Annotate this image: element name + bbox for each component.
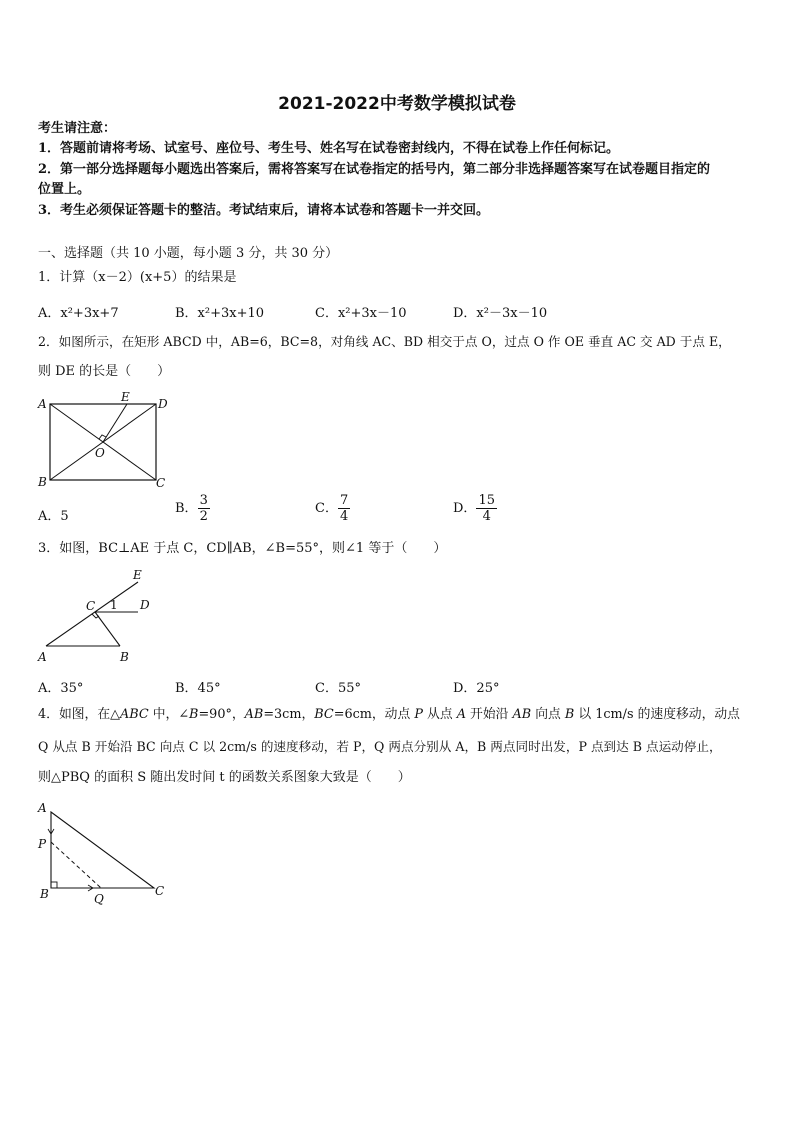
q2-label-c: C (156, 476, 166, 490)
q1-option-a: A．x²+3x+7 (38, 306, 119, 321)
notice-item-3: 3．考生必须保证答题卡的整洁。考试结束后，请将本试卷和答题卡一并交回。 (38, 203, 490, 218)
q3-figure (34, 566, 164, 666)
q2-label-b: B (38, 475, 47, 489)
q4-text: P (414, 707, 423, 722)
q3-label-b: B (120, 650, 129, 664)
q4-text: AB (244, 707, 264, 722)
segment-oe (103, 404, 127, 442)
q2-option-c-prefix: C． (315, 501, 338, 516)
q2-option-a: A．5 (38, 509, 69, 524)
q1-option-b: B．x²+3x+10 (175, 306, 265, 321)
q2-stem-line2: 则 DE 的长是（ ） (38, 364, 171, 379)
q4-text: 开始沿 (465, 707, 513, 722)
dashed-pq (51, 842, 101, 888)
q3-label-angle-1: 1 (110, 598, 118, 612)
q2-option-b (175, 493, 210, 524)
q3-option-c: C．55° (315, 681, 361, 696)
q4-text: 中，∠ (148, 707, 190, 722)
section-heading: 一、选择题（共 10 小题，每小题 3 分，共 30 分） (38, 246, 339, 261)
q1-stem: 1．计算（x－2）(x+5）的结果是 (38, 270, 237, 285)
q2-option-d-fraction (476, 493, 497, 524)
notice-item-1: 1．答题前请将考场、试室号、座位号、考生号、姓名写在试卷密封线内，不得在试卷上作任何标记。 (38, 141, 620, 156)
q4-text: BC (314, 707, 334, 722)
q3-label-d: D (140, 598, 150, 612)
q2-option-b-prefix: B． (175, 501, 198, 516)
q3-option-d: D．25° (453, 681, 500, 696)
q1-option-d: D．x²－3x－10 (453, 306, 548, 321)
q2-option-c-fraction (338, 493, 350, 524)
q4-label-a: A (38, 801, 47, 815)
q4-stem-line1 (38, 705, 740, 725)
fraction-denominator: 4 (482, 509, 491, 524)
fraction-numerator: 7 (339, 493, 349, 508)
q2-label-a: A (38, 397, 47, 411)
q4-text: 从点 (422, 707, 457, 722)
q4-triangle-figure (34, 798, 174, 908)
q4-text: B (189, 707, 199, 722)
fraction-denominator: 2 (199, 509, 208, 524)
q4-text: =90°， (198, 707, 245, 722)
fraction-denominator: 4 (339, 509, 349, 524)
q2-option-d-prefix: D． (453, 501, 477, 516)
q4-text: 以 1cm/s 的速度移动，动点 (574, 707, 740, 722)
q4-label-c: C (155, 884, 165, 898)
q3-label-c: C (86, 599, 96, 613)
q4-label-p: P (38, 837, 47, 851)
notice-item-2: 2．第一部分选择题每小题选出答案后，需将答案写在试卷指定的括号内，第二部分非选择题答案写在试卷题目指定的 (38, 162, 711, 177)
fraction-numerator: 15 (478, 493, 495, 508)
q4-text: =6cm，动点 (333, 707, 415, 722)
q4-text: ABC (119, 707, 149, 722)
q4-text: AB (512, 707, 532, 722)
q4-label-b: B (40, 887, 49, 901)
fraction-numerator: 3 (199, 493, 208, 508)
q2-stem-line1: 2．如图所示，在矩形 ABCD 中，AB=6，BC=8，对角线 AC、BD 相交于点 O，过点 O 作 OE 垂直 AC 交 AD 于点 E， (38, 334, 731, 349)
q2-label-e: E (121, 390, 130, 404)
q3-label-e: E (133, 568, 142, 582)
q4-stem-line3: 则△PBQ 的面积 S 随出发时间 t 的函数关系图象大致是（ ） (38, 770, 411, 785)
q4-text: A (456, 707, 466, 722)
q2-option-b-fraction (198, 493, 210, 524)
q4-text: 向点 (531, 707, 565, 722)
q3-option-b: B．45° (175, 681, 221, 696)
q3-label-a: A (38, 650, 47, 664)
q2-option-d (453, 493, 497, 524)
q1-option-c: C．x²+3x－10 (315, 306, 407, 321)
q4-text: =3cm， (263, 707, 315, 722)
q3-option-a: A．35° (38, 681, 84, 696)
q2-rectangle-figure (34, 390, 174, 490)
page-title: 2021-2022中考数学模拟试卷 (278, 94, 516, 114)
right-angle-mark (51, 882, 57, 888)
q2-option-c (315, 493, 350, 524)
q3-stem: 3．如图，BC⊥AE 于点 C，CD∥AB，∠B=55°，则∠1 等于（ ） (38, 541, 447, 556)
notice-heading: 考生请注意： (38, 121, 117, 136)
q2-label-o: O (95, 446, 105, 460)
q4-text: B (564, 707, 575, 722)
q4-stem-line2: Q 从点 B 开始沿 BC 向点 C 以 2cm/s 的速度移动，若 P，Q 两点分别从 A，B 两点同时出发，P 点到达 B 点运动停止， (38, 739, 722, 754)
q4-text: 4．如图，在△ (38, 707, 120, 722)
segment-cb (95, 612, 120, 646)
q4-label-q: Q (94, 892, 104, 906)
notice-item-2-cont: 位置上。 (38, 182, 91, 197)
q2-label-d: D (158, 397, 168, 411)
triangle-abc (51, 812, 154, 888)
